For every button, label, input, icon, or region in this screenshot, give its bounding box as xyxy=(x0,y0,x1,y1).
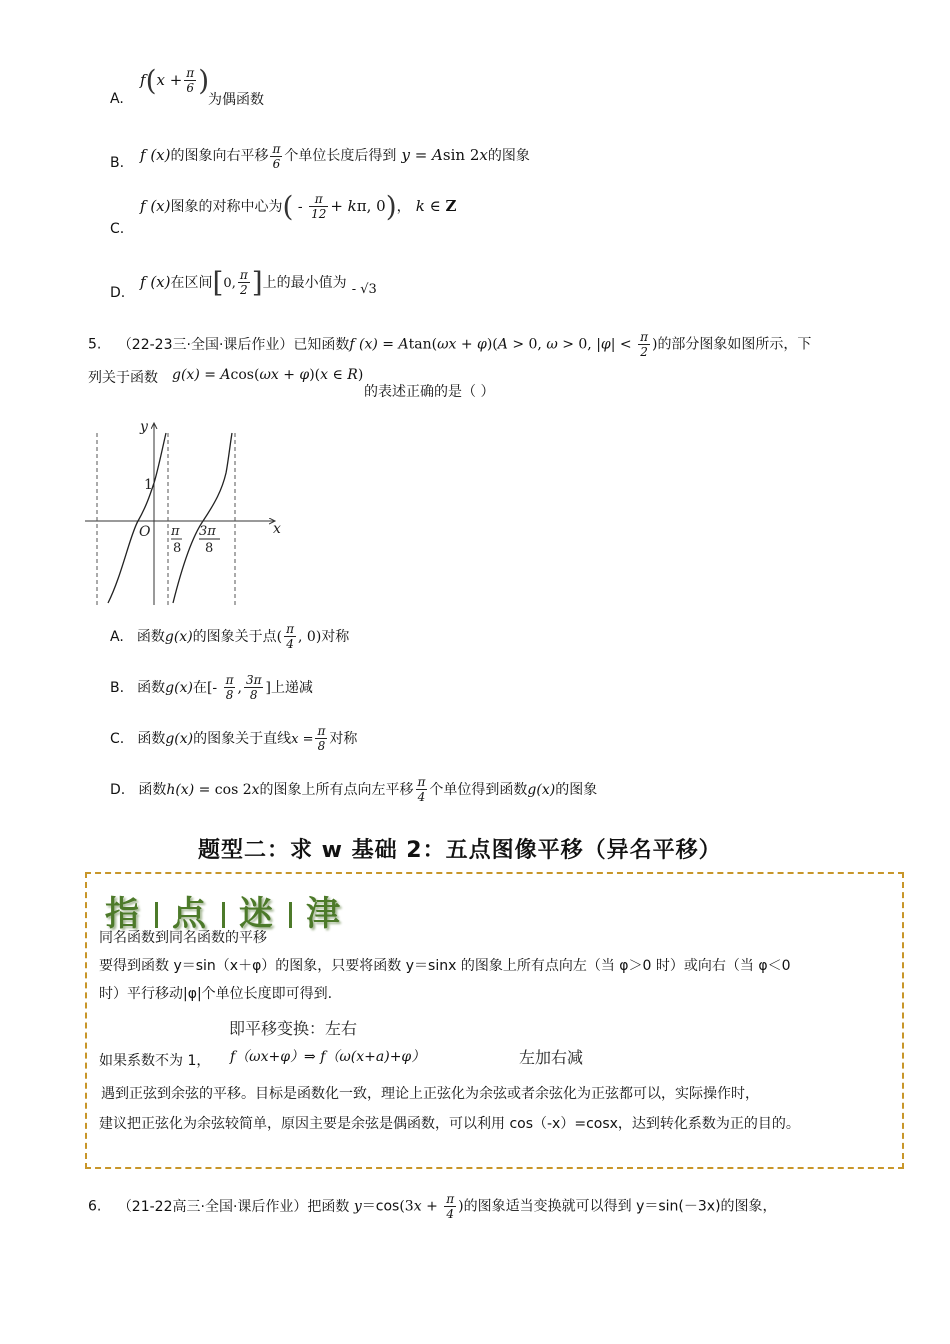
one-label: 1 xyxy=(144,477,153,493)
option-a-math: f(x + $\frac{\pi}{6}$ ) xyxy=(140,64,210,97)
tan-graph xyxy=(80,415,295,610)
q5-option-c-t3: 对称 xyxy=(329,731,358,747)
tip-handwritten-1: 即平移变换：左右 xyxy=(229,1019,358,1038)
tick1-den: 8 xyxy=(173,541,182,556)
q5-option-d-t4: 的图象 xyxy=(555,782,598,798)
x-label: x xyxy=(273,521,281,537)
question-5-text2: 列关于函数 xyxy=(88,370,158,386)
tip-line-4: 如果系数不为 1， xyxy=(99,1053,211,1069)
option-b-text2: 个单位长度后得到 xyxy=(284,148,397,164)
question-6-number: 6. xyxy=(88,1198,102,1215)
question-5-line1: 5. （22-23三·全国·课后作业）已知函数f (x) = Atan(ωx + φ)(A > 0, ω > 0, |φ| < $\frac{\pi}{2}$ )的部分图象如图所示，下 xyxy=(88,330,812,359)
q5-option-a-t2: 的图象关于点 xyxy=(192,629,277,645)
q5-option-c-t2: 的图象关于直线 xyxy=(193,731,292,747)
tick1-num: π xyxy=(171,524,180,539)
tip-line-6: 建议把正弦化为余弦较简单，原因主要是余弦是偶函数，可以利用 cos（-x）=cosx，达到转化系数为正的目的。 xyxy=(99,1116,800,1132)
tip-formula: f（ωx+φ）⇒ f（ω(x+a)+φ） xyxy=(230,1049,426,1065)
tip-heading-char-1: 指 xyxy=(105,894,141,934)
question-6-text: 的图象适当变换就可以得到 y＝sin(－3x)的图象， xyxy=(463,1198,777,1215)
option-c-label: C. xyxy=(110,221,125,237)
question-5-func2: g(x) = Acos(ωx + φ)(x ∈ R) xyxy=(172,367,364,383)
q5-option-b-t2: 在 xyxy=(192,680,207,696)
tip-line-5: 遇到正弦到余弦的平移。目标是函数化一致，理论上正弦化为余弦或者余弦化为正弦都可以，实际操作时， xyxy=(101,1086,759,1102)
option-b-label: B. xyxy=(110,155,125,171)
tip-handwritten-2: 左加右减 xyxy=(519,1048,584,1067)
tip-heading-char-3: 迷 xyxy=(239,894,275,934)
option-d-label: D. xyxy=(110,285,126,301)
q5-option-d-t3: 个单位得到函数 xyxy=(429,782,528,798)
option-b-text3: 的图象 xyxy=(487,148,530,164)
question-5-source: （22-23三·全国·课后作业）已知函数 xyxy=(117,336,350,353)
question-5-number: 5. xyxy=(88,336,102,353)
q5-option-a: A. 函数g(x)的图象关于点( $\frac{\pi}{4}$ , 0)对称 xyxy=(110,622,350,651)
q5-option-d-t1: 函数 xyxy=(138,782,167,798)
q5-option-d: D. 函数h(x) = cos 2x的图象上所有点向左平移 $\frac{\pi}{4}$ 个单位得到函数g(x)的图象 xyxy=(110,775,598,804)
tip-heading-char-2: 点 xyxy=(172,894,208,934)
origin-label: O xyxy=(139,524,151,540)
q5-option-a-t3: 对称 xyxy=(321,629,350,645)
question-5-text1: 的部分图象如图所示，下 xyxy=(657,336,812,353)
option-a-label: A. xyxy=(110,91,124,107)
option-a-text: 为偶函数 xyxy=(208,92,264,108)
tick2-num: 3π xyxy=(199,524,216,539)
section-title: 题型二：求 w 基础 2：五点图像平移（异名平移） xyxy=(198,838,722,863)
option-b-text1: 的图象向右平移 xyxy=(170,148,269,164)
q5-option-b-t1: 函数 xyxy=(137,680,166,696)
option-d-text1: 在区间 xyxy=(170,275,213,291)
question-6-source: （21-22高三·全国·课后作业）把函数 xyxy=(117,1198,350,1215)
q5-option-b-t3: 上递减 xyxy=(270,680,313,696)
tan-branch-1 xyxy=(108,433,166,603)
q5-option-b-label: B. xyxy=(110,680,125,696)
q5-option-c-t1: 函数 xyxy=(137,731,166,747)
question-5-line2 xyxy=(88,366,158,390)
tan-branch-2 xyxy=(173,433,232,603)
q5-option-c: C. 函数g(x)的图象关于直线x = $\frac{\pi}{8}$ 对称 xyxy=(110,724,358,753)
tip-heading-char-4: 津 xyxy=(306,894,342,934)
q5-option-b: B. 函数g(x)在[- $\frac{\pi}{8}$ , $\frac{3\pi}{8}$ ]上递减 xyxy=(110,673,313,702)
tip-line-1: 同名函数到同名函数的平移 xyxy=(99,930,267,946)
tip-line-2: 要得到函数 y＝sin（x＋φ）的图象，只要将函数 y＝sinx 的图象上所有点向左（当 φ＞0 时）或向右（当 φ＜0 xyxy=(99,958,791,974)
question-5-text3: 的表述正确的是（ ） xyxy=(364,384,495,400)
option-d-text2: 上的最小值为 xyxy=(262,275,347,291)
q5-option-a-t1: 函数 xyxy=(136,629,165,645)
option-b-line: f (x)的图象向右平移 $\frac{\pi}{6}$ 个单位长度后得到 y = Asin 2x的图象 xyxy=(140,142,530,171)
option-c-text2: ， xyxy=(396,199,411,215)
q5-option-c-label: C. xyxy=(110,731,125,747)
tip-box xyxy=(85,872,904,1169)
option-a xyxy=(110,88,124,110)
tip-line-3: 时）平行移动|φ|个单位长度即可得到. xyxy=(99,986,333,1002)
tick2-den: 8 xyxy=(205,541,214,556)
option-c-text1: 图象的对称中心为 xyxy=(170,199,283,215)
q5-option-d-t2: 的图象上所有点向左平移 xyxy=(259,782,414,798)
y-label: y xyxy=(140,419,148,435)
option-c-line: f (x)图象的对称中心为( - $\frac{\pi}{12}$ + kπ, 0)， k ∈ Z xyxy=(140,190,457,223)
q5-option-d-label: D. xyxy=(110,782,126,798)
question-6: 6. （21-22高三·全国·课后作业）把函数 y＝cos(3x + $\frac{\pi}{4}$ )的图象适当变换就可以得到 y＝sin(－3x)的图象， xyxy=(88,1192,777,1221)
q5-option-a-label: A. xyxy=(110,629,124,645)
option-d-line: f (x)在区间[0, $\frac{\pi}{2}$ ]上的最小值为 $_{- √3}$ xyxy=(140,266,377,299)
